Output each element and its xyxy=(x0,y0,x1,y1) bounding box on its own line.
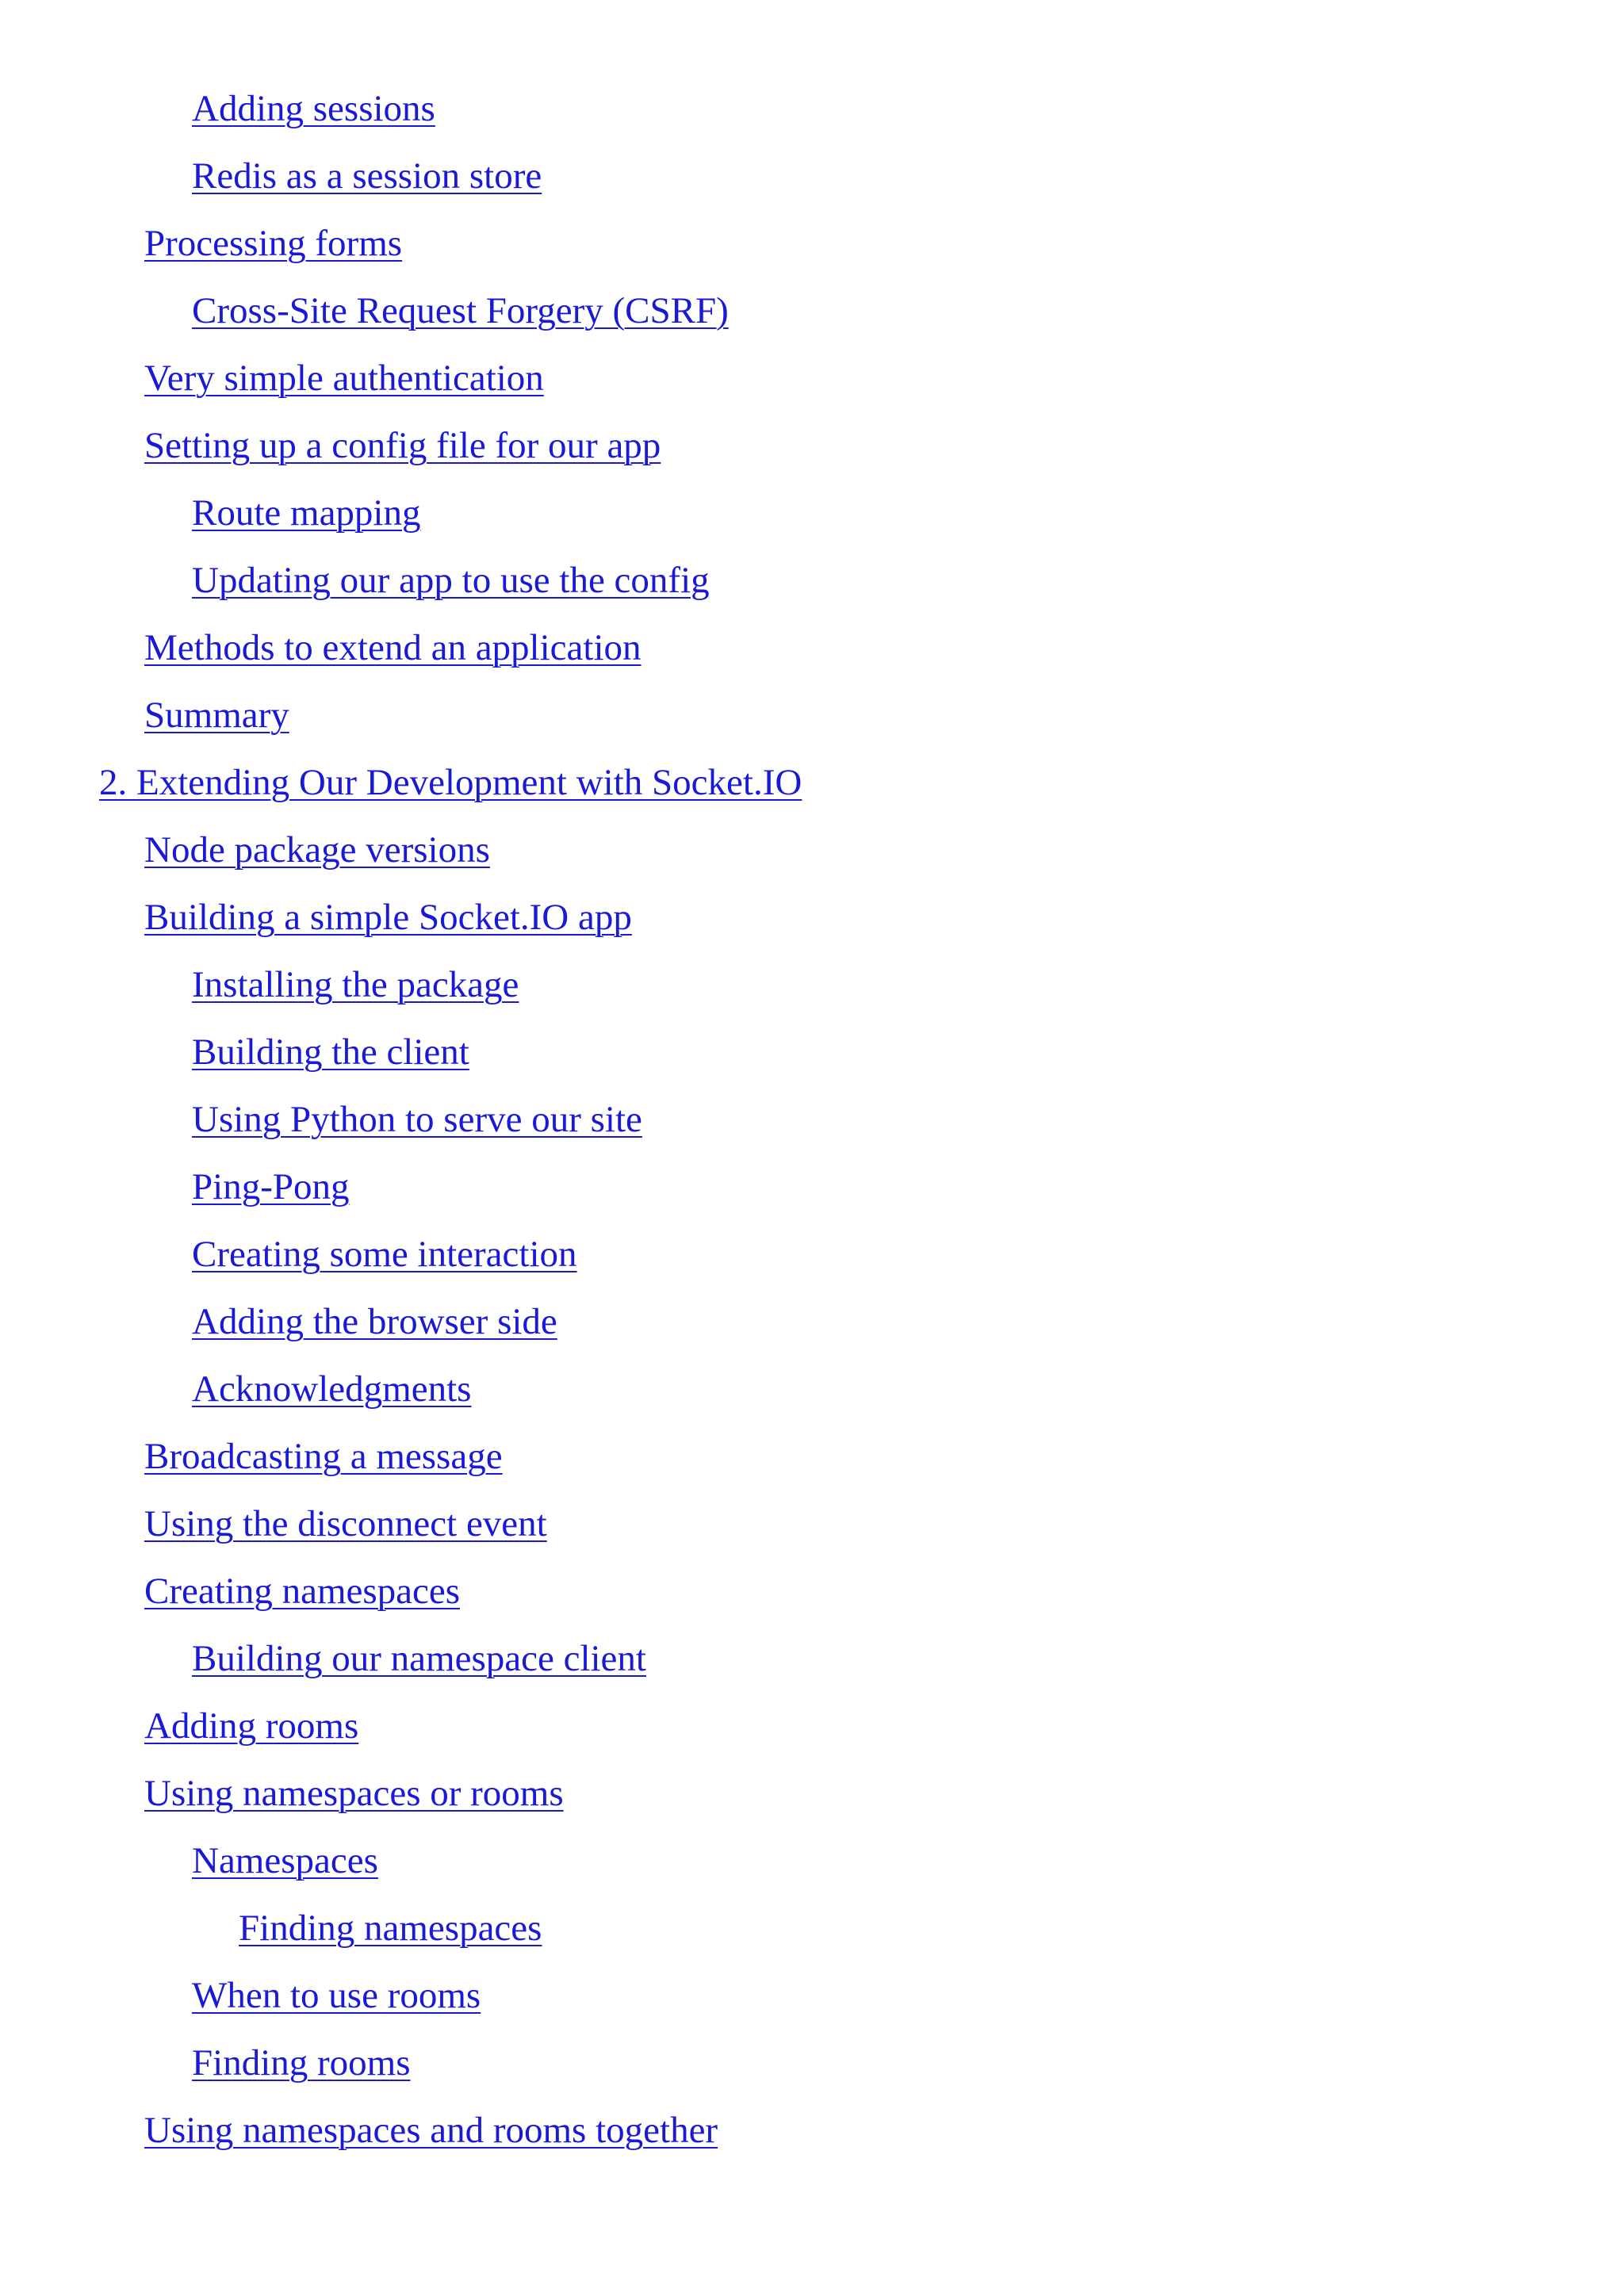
toc-link[interactable]: Building the client xyxy=(192,1031,469,1073)
toc-link[interactable]: Building a simple Socket.IO app xyxy=(144,897,632,938)
toc-link[interactable]: 2. Extending Our Development with Socket.IO xyxy=(99,762,802,803)
toc-link[interactable]: When to use rooms xyxy=(192,1975,481,2016)
toc-item-processing-forms xyxy=(0,210,1624,277)
toc-item-summary xyxy=(0,682,1624,749)
toc-item-route-mapping xyxy=(0,480,1624,547)
toc-item-ping-pong xyxy=(0,1154,1624,1221)
toc-item-creating-namespaces xyxy=(0,1558,1624,1625)
toc-item-config-file xyxy=(0,412,1624,480)
toc-link[interactable]: Route mapping xyxy=(192,492,421,534)
toc-link[interactable]: Using namespaces or rooms xyxy=(144,1773,564,1814)
toc-link[interactable]: Using Python to serve our site xyxy=(192,1099,642,1140)
toc-link[interactable]: Using the disconnect event xyxy=(144,1503,547,1544)
toc-link[interactable]: Namespaces xyxy=(192,1840,378,1881)
toc-item-csrf xyxy=(0,277,1624,345)
toc-link[interactable]: Adding sessions xyxy=(192,88,435,129)
toc-item-updating-app-config xyxy=(0,547,1624,614)
toc-item-namespaces xyxy=(0,1827,1624,1895)
toc-item-redis-session-store xyxy=(0,143,1624,210)
toc-link[interactable]: Acknowledgments xyxy=(192,1368,472,1410)
toc-item-python-serve-site xyxy=(0,1086,1624,1154)
toc-item-adding-sessions xyxy=(0,75,1624,143)
toc-link[interactable]: Methods to extend an application xyxy=(144,627,642,668)
toc-link[interactable]: Redis as a session store xyxy=(192,155,542,197)
toc-link[interactable]: Ping-Pong xyxy=(192,1166,350,1207)
toc-item-acknowledgments xyxy=(0,1356,1624,1423)
toc-item-namespaces-or-rooms xyxy=(0,1760,1624,1827)
toc-link[interactable]: Adding rooms xyxy=(144,1705,359,1747)
toc-item-broadcasting-message xyxy=(0,1423,1624,1490)
toc-item-when-use-rooms xyxy=(0,1962,1624,2030)
toc-item-namespace-client xyxy=(0,1625,1624,1693)
toc-item-creating-interaction xyxy=(0,1221,1624,1288)
toc-item-namespaces-rooms-together xyxy=(0,2097,1624,2164)
toc-chapter-2 xyxy=(0,749,1624,817)
toc-link[interactable]: Cross-Site Request Forgery (CSRF) xyxy=(192,290,729,331)
toc-link[interactable]: Building our namespace client xyxy=(192,1638,646,1679)
toc-item-adding-rooms xyxy=(0,1693,1624,1760)
toc-link[interactable]: Updating our app to use the config xyxy=(192,560,710,601)
toc-link[interactable]: Finding namespaces xyxy=(239,1908,542,1949)
toc-item-browser-side xyxy=(0,1288,1624,1356)
toc-item-simple-authentication xyxy=(0,345,1624,412)
toc-link[interactable]: Finding rooms xyxy=(192,2042,411,2084)
toc-link[interactable]: Processing forms xyxy=(144,223,403,264)
toc-link[interactable]: Creating some interaction xyxy=(192,1234,577,1275)
toc-item-simple-socketio-app xyxy=(0,884,1624,951)
toc-link[interactable]: Adding the browser side xyxy=(192,1301,557,1342)
toc-link[interactable]: Installing the package xyxy=(192,964,519,1005)
toc-link[interactable]: Very simple authentication xyxy=(144,358,544,399)
toc-item-finding-namespaces xyxy=(0,1895,1624,1962)
toc-link[interactable]: Creating namespaces xyxy=(144,1571,461,1612)
toc-link[interactable]: Using namespaces and rooms together xyxy=(144,2110,718,2151)
toc-item-installing-package xyxy=(0,951,1624,1019)
toc-item-finding-rooms xyxy=(0,2030,1624,2097)
table-of-contents xyxy=(0,75,1624,2164)
toc-item-disconnect-event xyxy=(0,1490,1624,1558)
toc-link[interactable]: Broadcasting a message xyxy=(144,1436,503,1477)
toc-link[interactable]: Summary xyxy=(144,695,289,736)
toc-item-node-package-versions xyxy=(0,817,1624,884)
toc-item-building-client xyxy=(0,1019,1624,1086)
toc-link[interactable]: Setting up a config file for our app xyxy=(144,425,661,466)
toc-link[interactable]: Node package versions xyxy=(144,829,490,871)
toc-item-extend-application xyxy=(0,614,1624,682)
